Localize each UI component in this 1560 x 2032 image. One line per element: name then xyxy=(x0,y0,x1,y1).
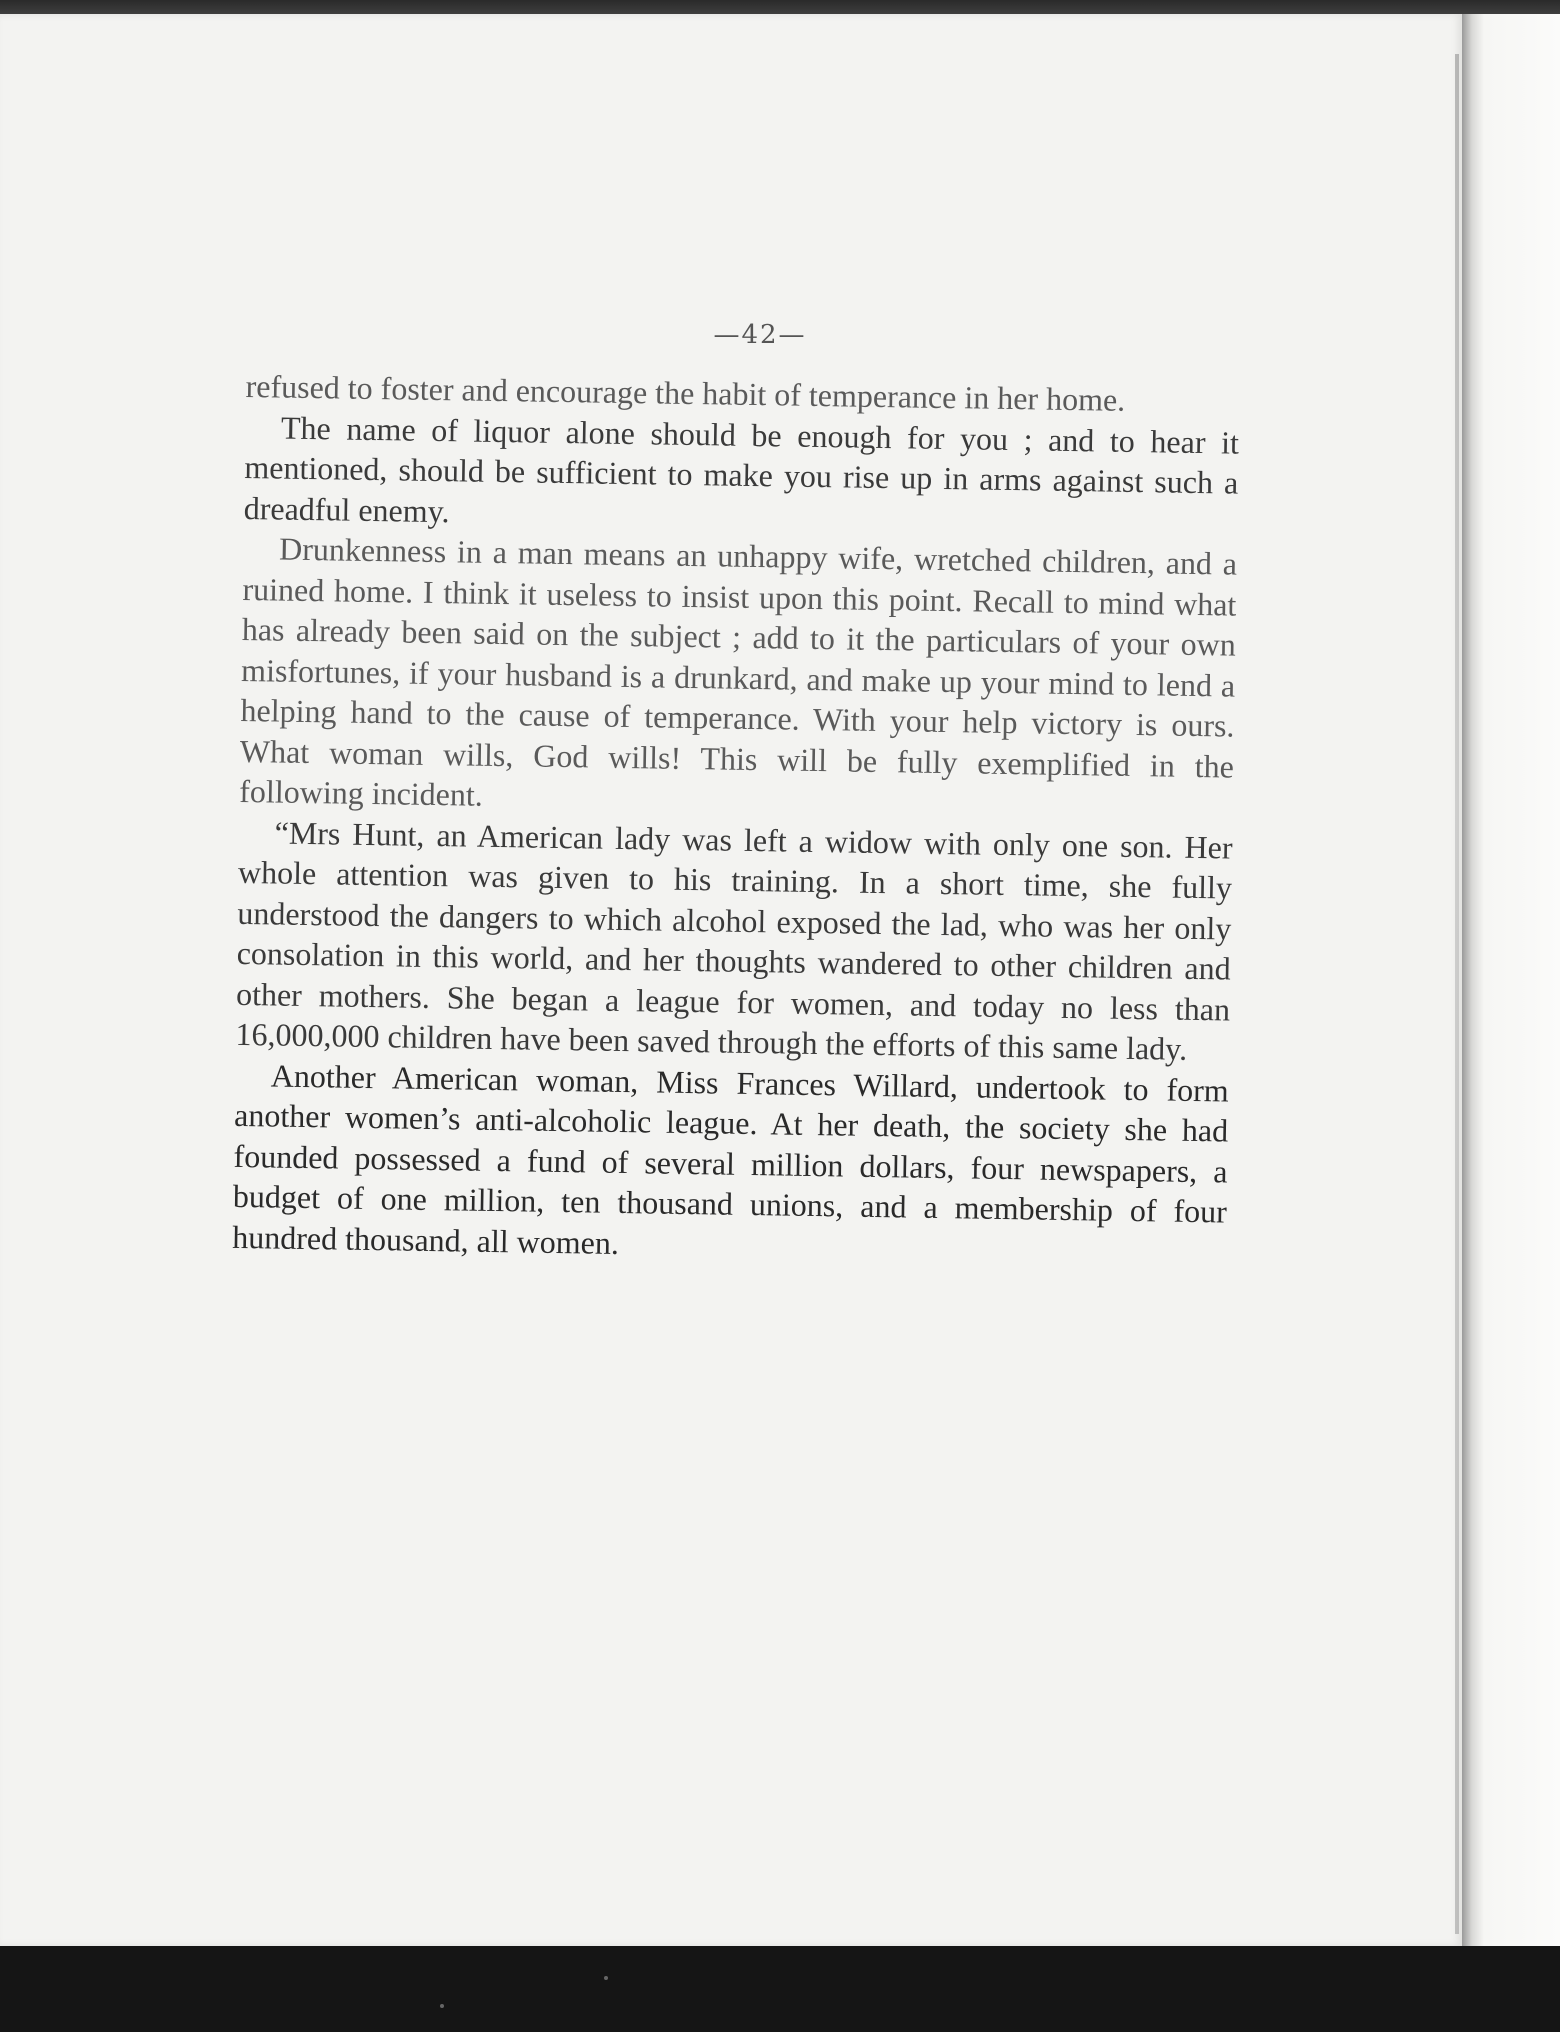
page-number: —42— xyxy=(713,320,807,350)
paragraph-4: “Mrs Hunt, an American lady was left a widow with only one son. Her whole attention was given to his training. In a short time, she fully understood the dangers to which alcohol exposed the lad, who was her only consolation in this world, and her thoughts wandered to other children and other mothers. She began a league for women, and today no less than 16,000,000 children have been saved through the efforts of this same lady. xyxy=(235,814,1233,1067)
facing-page-edge xyxy=(1462,14,1560,1946)
paragraph-2: The name of liquor alone should be enough for you ; and to hear it mentioned, should be sufficient to make you rise up in arms against such a dreadful enemy. xyxy=(243,409,1240,529)
page-gutter-shadow xyxy=(1455,54,1459,1934)
paragraph-5: Another American woman, Miss Frances Willard, undertook to form another women’s anti-alcoholic league. At her death, the society she had founded possessed a fund of several million dollars, four newspapers, a budget of one million, ten thousand unions, and a membership of four hundred thousand, all women. xyxy=(232,1056,1230,1261)
paragraph-3: Drunkenness in a man means an unhappy wife, wretched children, and a ruined home. I think it useless to insist upon this point. Recall to mind what has already been said on the subject ; add to it the particulars of your own misfortunes, if your husband is a drunkard, and make up your mind to lend a helping hand to the cause of temperance. With your help victory is ours. What woman wills, God wills! This will be fully exemplified in the following incident. xyxy=(239,530,1238,813)
dust-speck xyxy=(440,2004,444,2008)
scan-bottom-edge xyxy=(0,1946,1560,2032)
paragraph-1: refused to foster and encourage the habit of temperance in her home. xyxy=(245,367,1126,418)
dust-speck xyxy=(604,1976,608,1980)
book-page xyxy=(0,14,1462,1946)
body-text xyxy=(232,366,1240,1273)
